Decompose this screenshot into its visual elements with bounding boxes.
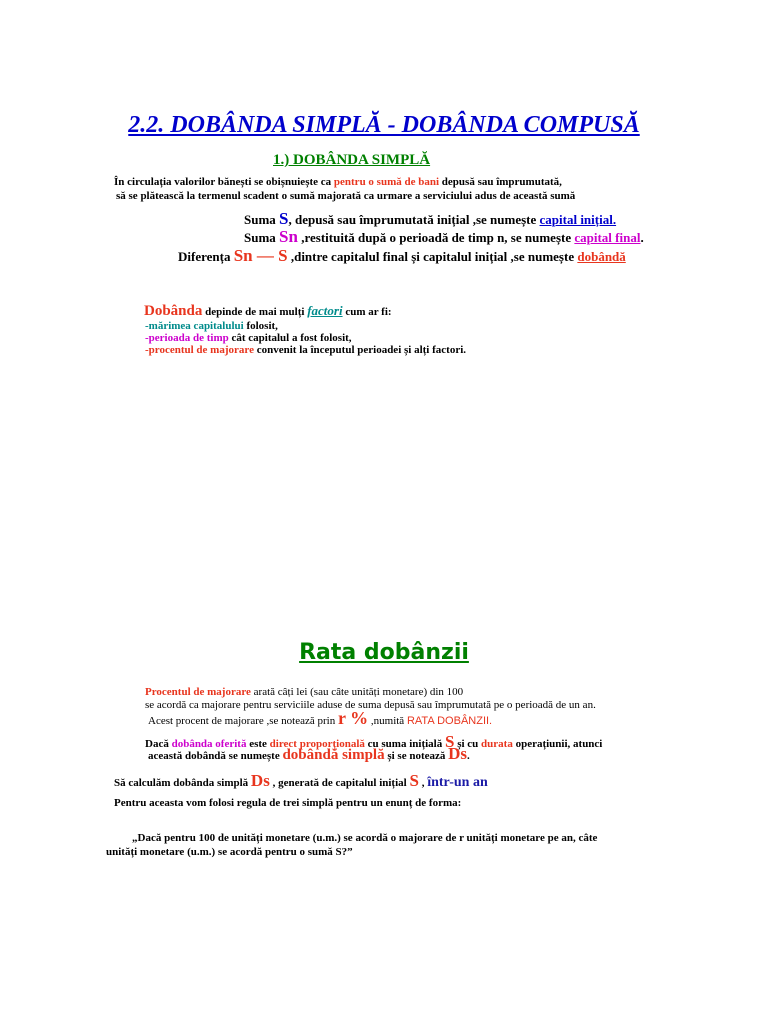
term-direct-proportionala: direct proporțională	[269, 738, 365, 750]
term-rata-dobanzii: RATA DOBÂNZII.	[406, 715, 493, 727]
factor-text: cât capitalul a fost folosit,	[228, 332, 352, 344]
section-heading-rata-dobanzii: Rata dobânzii	[299, 640, 469, 665]
term-intr-un-an: într-un an	[427, 775, 488, 790]
def-text: ,dintre capitalul final și capitalul inițial ,se numește	[287, 249, 578, 264]
symbol-r-percent: r %	[337, 708, 369, 728]
factor-perioada	[145, 332, 352, 344]
rata-line-2: se acordă ca majorare pentru serviciile aduse de suma depusă sau împrumutată pe o perioadă de un an.	[145, 699, 596, 711]
intro-line-1	[114, 176, 562, 188]
factors-text: cum ar fi:	[342, 306, 392, 318]
def-text: .	[467, 750, 470, 762]
def-text: cu suma inițială	[364, 738, 445, 750]
def-text: Suma	[244, 212, 280, 227]
quote-line-1: „Dacă pentru 100 de unități monetare (u.m.) se acordă o majorare de r unități monetare pe an, câte	[132, 832, 598, 844]
factor-name: -procentul de majorare	[145, 344, 254, 356]
section-heading-dobanda-simpla: 1.) DOBÂNDA SIMPLĂ	[273, 152, 431, 168]
symbol-s: S	[279, 209, 289, 228]
symbol-ds: Ds	[250, 771, 270, 790]
intro-text: În circulația valorilor bănești se obișnuiește ca	[114, 176, 334, 188]
def-text: această dobândă se numește	[148, 750, 283, 762]
word-factori: factori	[307, 303, 343, 318]
rata-text: arată câți lei (sau câte unități monetare) din 100	[250, 686, 464, 698]
intro-text-end: depusă sau împrumutată,	[439, 176, 562, 188]
term-dobanda: dobândă	[577, 249, 626, 264]
term-capital-final: capital final	[574, 230, 641, 245]
symbol-s: S	[409, 771, 419, 790]
intro-line-2: să se plătească la termenul scadent o sumă majorată ca urmare a serviciului adus de această sumă	[116, 190, 576, 202]
factors-text: depinde de mai mulți	[202, 306, 308, 318]
intro-highlight: pentru o sumă de bani	[333, 176, 440, 188]
calc-text: ,	[418, 777, 428, 789]
definition-capital-final	[244, 227, 644, 247]
symbol-s: S	[444, 732, 455, 751]
factor-capital	[145, 320, 278, 332]
factor-name: -perioada de timp	[145, 332, 229, 344]
rata-line-3	[148, 708, 492, 729]
factor-procent	[145, 344, 466, 356]
term-dobanda-simpla: dobândă simplă	[282, 747, 385, 763]
definition-capital-initial	[244, 209, 616, 229]
def-text: , depusă sau împrumutată inițial ,se numește	[288, 212, 540, 227]
word-dobanda: Dobânda	[144, 303, 203, 319]
dobanda-simpla-def-2	[148, 744, 470, 764]
def-text: operațiunii, atunci	[512, 738, 603, 750]
def-text: Dacă	[145, 738, 172, 750]
def-text: Diferența	[178, 249, 234, 264]
rata-text: Acest procent de majorare ,se notează prin	[148, 715, 338, 727]
def-text: și se notează	[384, 750, 449, 762]
def-text: este	[246, 738, 270, 750]
quote-line-2: unități monetare (u.m.) se acordă pentru o sumă S?”	[106, 846, 353, 858]
factors-intro	[144, 303, 392, 320]
symbol-sn: Sn	[279, 227, 298, 246]
factor-text: folosit,	[243, 320, 278, 332]
def-text: .	[640, 230, 644, 245]
definition-dobanda	[178, 246, 626, 266]
term-durata: durata	[481, 738, 513, 750]
page-title: 2.2. DOBÂNDA SIMPLĂ - DOBÂNDA COMPUSĂ	[128, 112, 640, 138]
rata-line-1	[145, 686, 463, 698]
calc-text: Să calculăm dobânda simplă	[114, 777, 251, 789]
calc-line-1	[114, 771, 488, 791]
rata-text: ,numită	[368, 715, 407, 727]
calc-text: , generată de capitalul inițial	[269, 777, 410, 789]
term-capital-initial: capital inițial.	[539, 212, 617, 227]
term-procent-majorare: Procentul de majorare	[145, 686, 251, 698]
factor-text: convenit la începutul perioadei și alți factori.	[253, 344, 467, 356]
def-text: Suma	[244, 230, 280, 245]
factor-name: -mărimea capitalului	[145, 320, 244, 332]
symbol-sn-minus-s: Sn — S	[233, 246, 288, 265]
calc-line-2: Pentru aceasta vom folosi regula de trei simplă pentru un enunț de forma:	[114, 797, 462, 809]
symbol-ds: Ds	[448, 744, 468, 763]
def-text: și cu	[454, 738, 482, 750]
def-text: ,restituită după o perioadă de timp n, se numește	[297, 230, 575, 245]
term-dobanda-oferita: dobânda oferită	[171, 738, 247, 750]
